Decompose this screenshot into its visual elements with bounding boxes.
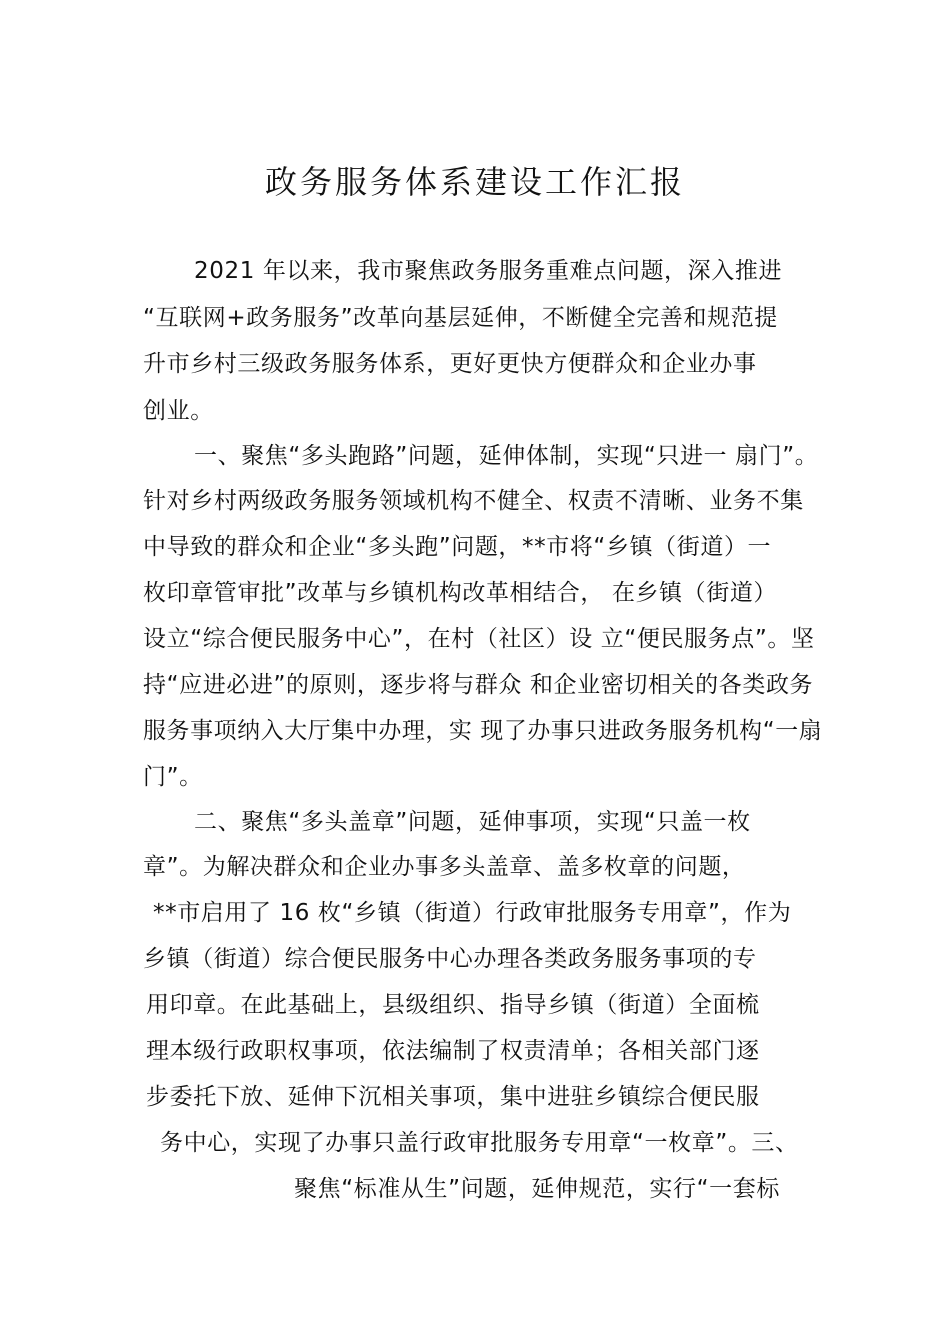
paragraph-line: 升市乡村三级政务服务体系，更好更快方便群众和企业办事 [143,351,757,377]
paragraph-line: 持“应进必进”的原则，逐步将与群众 和企业密切相关的各类政务 [143,672,814,698]
paragraph-line: 2021 年以来，我市聚焦政务服务重难点问题，深入推进 [194,258,783,284]
paragraph-line: 服务事项纳入大厅集中办理，实 现了办事只进政务服务机构“一扇 [143,718,823,744]
paragraph-line: 二、聚焦“多头盖章”问题，延伸事项，实现“只盖一枚 [194,809,751,835]
paragraph-line: 一、聚焦“多头跑路”问题，延伸体制，实现“只进一 扇门”。 [194,443,819,469]
paragraph-line: 针对乡村两级政务服务领域机构不健全、权责不清晰、业务不集 [143,488,804,514]
paragraph-line: 章”。为解决群众和企业办事多头盖章、盖多枚章的问题， [143,854,746,880]
paragraph-line: **市启用了 16 枚“乡镇（街道）行政审批服务专用章”，作为 [153,900,792,926]
paragraph-line: 理本级行政职权事项，依法编制了权责清单；各相关部门逐 [146,1038,760,1064]
paragraph-line: 乡镇（街道）综合便民服务中心办理各类政务服务事项的专 [143,946,757,972]
document-title: 政务服务体系建设工作汇报 [264,163,685,201]
paragraph-line: 创业。 [143,398,214,424]
paragraph-line: 务中心，实现了办事只盖行政审批服务专用章“一枚章”。三、 [160,1130,799,1156]
paragraph-line: 用印章。在此基础上，县级组织、指导乡镇（街道）全面梳 [146,992,760,1018]
paragraph-line: 门”。 [143,764,203,790]
paragraph-line: 步委托下放、延伸下沉相关事项，集中进驻乡镇综合便民服 [146,1084,760,1110]
paragraph-line: 中导致的群众和企业“多头跑”问题，**市将“乡镇（街道）一 [143,534,772,560]
paragraph-line: 枚印章管审批”改革与乡镇机构改革相结合， 在乡镇（街道） [143,580,778,606]
paragraph-line: 设立“综合便民服务中心”，在村（社区）设 立“便民服务点”。坚 [143,626,815,652]
paragraph-line: “互联网+政务服务”改革向基层延伸，不断健全完善和规范提 [143,305,778,331]
paragraph-line: 聚焦“标准从生”问题，延伸规范，实行“一套标 [294,1176,780,1202]
